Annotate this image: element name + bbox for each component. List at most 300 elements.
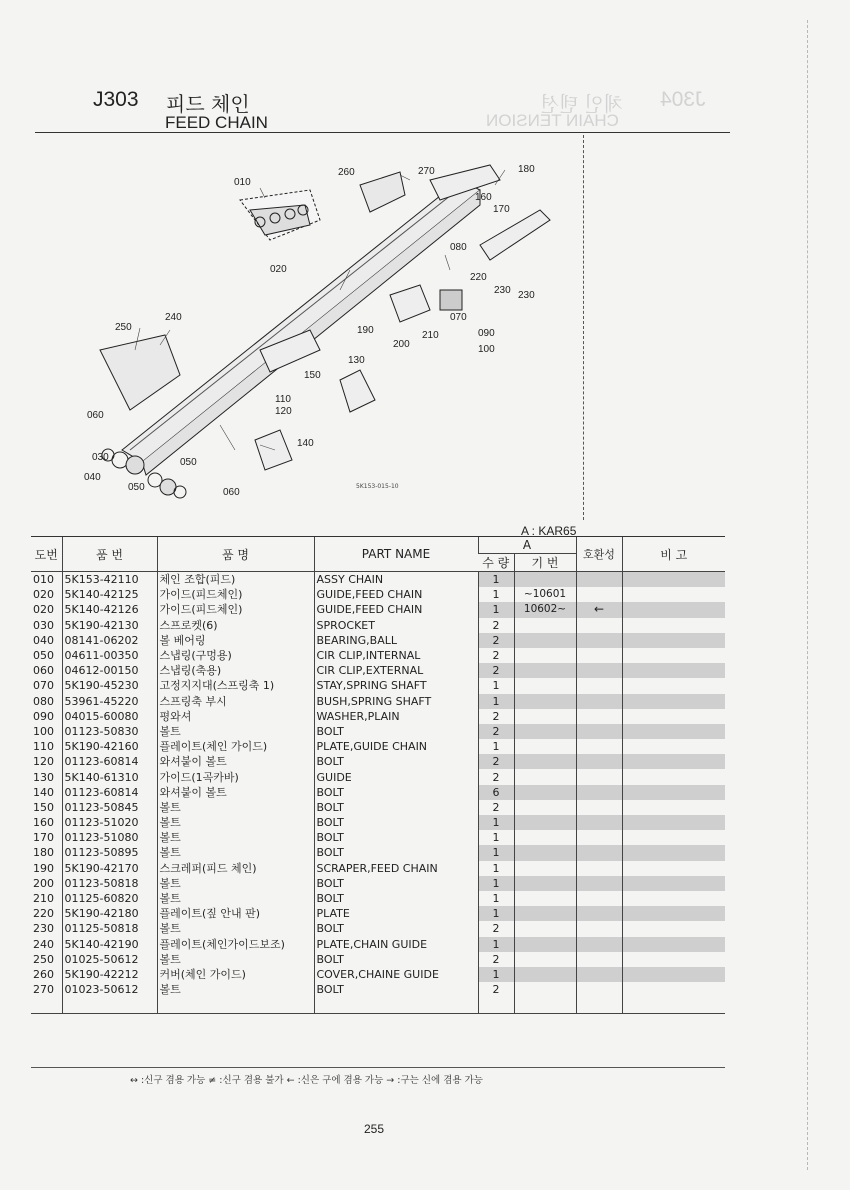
remarks-cell — [622, 937, 725, 952]
section-code: J303 — [93, 88, 139, 111]
table-row — [31, 694, 725, 709]
part-number-cell: 01123-50830 — [62, 724, 157, 739]
quantity-cell: 2 — [478, 952, 514, 967]
part-name-en-cell: BOLT — [314, 800, 478, 815]
quantity-cell: 1 — [478, 891, 514, 906]
svg-text:120: 120 — [275, 406, 292, 417]
part-name-ko-cell: 스크레퍼(피드 체인) — [157, 861, 314, 876]
part-number-cell: 04015-60080 — [62, 709, 157, 724]
table-row — [31, 572, 725, 588]
part-number-cell: 5K190-45230 — [62, 678, 157, 693]
quantity-cell: 1 — [478, 861, 514, 876]
svg-text:030: 030 — [92, 452, 109, 463]
part-name-en-cell: BOLT — [314, 876, 478, 891]
part-name-ko-cell: 가이드(피드체인) — [157, 602, 314, 617]
table-row — [31, 709, 725, 724]
interchange-cell — [576, 982, 622, 1014]
part-number-cell: 5K190-42170 — [62, 861, 157, 876]
interchange-cell — [576, 876, 622, 891]
interchange-cell — [576, 952, 622, 967]
remarks-cell — [622, 648, 725, 663]
part-number-cell: 01123-60814 — [62, 785, 157, 800]
quantity-cell: 1 — [478, 602, 514, 617]
quantity-cell: 1 — [478, 739, 514, 754]
part-number-cell: 01123-50818 — [62, 876, 157, 891]
svg-text:190: 190 — [357, 325, 374, 336]
page-split-dashed-line — [583, 135, 584, 520]
guide-plate-part — [480, 210, 550, 260]
ref-cell: 140 — [33, 785, 54, 799]
part-name-en-cell: BOLT — [314, 815, 478, 830]
table-bottom-rule — [31, 1067, 725, 1068]
serial-cell — [514, 739, 576, 754]
serial-cell — [514, 891, 576, 906]
part-name-ko-cell: 볼트 — [157, 800, 314, 815]
quantity-cell: 2 — [478, 648, 514, 663]
svg-text:080: 080 — [450, 242, 467, 253]
part-name-en-cell: STAY,SPRING SHAFT — [314, 678, 478, 693]
remarks-cell — [622, 967, 725, 982]
part-name-en-cell: PLATE,CHAIN GUIDE — [314, 937, 478, 952]
remarks-cell — [622, 876, 725, 891]
serial-cell — [514, 906, 576, 921]
ref-cell: 210 — [33, 892, 54, 906]
ref-cell: 040 — [33, 633, 54, 647]
part-name-ko-cell: 평와셔 — [157, 709, 314, 724]
part-name-ko-cell: 스냅링(축용) — [157, 663, 314, 678]
table-row — [31, 830, 725, 845]
table-row — [31, 739, 725, 754]
table-row — [31, 952, 725, 967]
part-name-ko-cell: 가이드(피드체인) — [157, 587, 314, 602]
interchange-cell — [576, 739, 622, 754]
svg-text:260: 260 — [338, 167, 355, 178]
serial-cell — [514, 572, 576, 588]
remarks-cell — [622, 800, 725, 815]
table-row — [31, 982, 725, 1014]
part-number-cell: 5K140-42190 — [62, 937, 157, 952]
serial-cell — [514, 952, 576, 967]
table-row — [31, 618, 725, 633]
ref-cell: 150 — [33, 800, 54, 814]
svg-text:050: 050 — [128, 482, 145, 493]
part-name-en-cell: SCRAPER,FEED CHAIN — [314, 861, 478, 876]
section-title-ko: 피드 체인 — [166, 92, 250, 116]
part-name-ko-cell: 볼트 — [157, 815, 314, 830]
part-name-ko-cell: 가이드(1곡카바) — [157, 769, 314, 784]
table-row — [31, 861, 725, 876]
ref-cell: 240 — [33, 937, 54, 951]
header-qty: 수 량 — [478, 554, 514, 572]
ref-cell: 110 — [33, 740, 54, 754]
quantity-cell: 1 — [478, 587, 514, 602]
interchange-cell — [576, 678, 622, 693]
part-name-en-cell: BOLT — [314, 921, 478, 936]
serial-cell: ~10601 — [514, 587, 576, 602]
remarks-cell — [622, 572, 725, 588]
part-name-ko-cell: 와셔붙이 볼트 — [157, 754, 314, 769]
ghost-header-title-ko: 체인 텐션 — [540, 94, 623, 116]
serial-cell — [514, 967, 576, 982]
quantity-cell: 1 — [478, 845, 514, 860]
table-row — [31, 967, 725, 982]
remarks-cell — [622, 587, 725, 602]
interchange-cell — [576, 633, 622, 648]
part-number-cell: 01123-50895 — [62, 845, 157, 860]
part-name-en-cell: BOLT — [314, 785, 478, 800]
svg-text:270: 270 — [418, 166, 435, 177]
interchange-cell — [576, 754, 622, 769]
remarks-cell — [622, 663, 725, 678]
serial-cell — [514, 618, 576, 633]
table-row — [31, 921, 725, 936]
serial-cell — [514, 663, 576, 678]
table-row — [31, 891, 725, 906]
ref-cell: 250 — [33, 952, 54, 966]
serial-cell — [514, 982, 576, 1014]
ref-cell: 200 — [33, 876, 54, 890]
table-row — [31, 845, 725, 860]
svg-text:050: 050 — [180, 457, 197, 468]
remarks-cell — [622, 724, 725, 739]
part-name-en-cell: CIR CLIP,EXTERNAL — [314, 663, 478, 678]
part-number-cell: 5K190-42212 — [62, 967, 157, 982]
header-interchange: 호환성 — [576, 537, 622, 572]
model-legend: A : KAR65 — [521, 524, 577, 538]
header-ref-no: 도번 — [31, 537, 62, 572]
remarks-cell — [622, 785, 725, 800]
serial-cell — [514, 694, 576, 709]
chain-guide-cover-part — [360, 172, 405, 212]
interchange-cell — [576, 694, 622, 709]
remarks-cell — [622, 815, 725, 830]
serial-cell — [514, 861, 576, 876]
part-number-cell: 01025-50612 — [62, 952, 157, 967]
part-number-cell: 04611-00350 — [62, 648, 157, 663]
ref-cell: 190 — [33, 861, 54, 875]
part-number-cell: 5K153-42110 — [62, 572, 157, 588]
remarks-cell — [622, 891, 725, 906]
svg-text:060: 060 — [87, 410, 104, 421]
table-row — [31, 648, 725, 663]
svg-text:150: 150 — [304, 370, 321, 381]
table-row — [31, 678, 725, 693]
remarks-cell — [622, 618, 725, 633]
part-number-cell: 01123-51080 — [62, 830, 157, 845]
interchange-cell — [576, 724, 622, 739]
serial-cell — [514, 769, 576, 784]
serial-cell — [514, 754, 576, 769]
part-number-cell: 01123-60814 — [62, 754, 157, 769]
quantity-cell: 1 — [478, 815, 514, 830]
quantity-cell: 1 — [478, 572, 514, 588]
svg-text:200: 200 — [393, 339, 410, 350]
quantity-cell: 2 — [478, 800, 514, 815]
part-name-ko-cell: 스냅링(구멍용) — [157, 648, 314, 663]
parts-table-body — [31, 572, 725, 1014]
interchange-cell — [576, 709, 622, 724]
part-number-cell: 08141-06202 — [62, 633, 157, 648]
quantity-cell: 2 — [478, 618, 514, 633]
serial-cell — [514, 937, 576, 952]
part-name-ko-cell: 스프로켓(6) — [157, 618, 314, 633]
part-name-ko-cell: 스프링축 부시 — [157, 694, 314, 709]
table-row — [31, 769, 725, 784]
ref-cell: 010 — [33, 573, 54, 587]
quantity-cell: 1 — [478, 876, 514, 891]
svg-text:060: 060 — [223, 487, 240, 498]
serial-cell — [514, 800, 576, 815]
table-row — [31, 785, 725, 800]
ghost-header-code: J304 — [660, 88, 706, 111]
parts-table — [31, 536, 725, 1014]
part-number-cell: 01023-50612 — [62, 982, 157, 1014]
remarks-cell — [622, 709, 725, 724]
part-name-ko-cell: 플레이트(짚 안내 판) — [157, 906, 314, 921]
svg-text:160: 160 — [475, 192, 492, 203]
quantity-cell: 1 — [478, 937, 514, 952]
serial-cell — [514, 724, 576, 739]
part-name-ko-cell: 볼 베어링 — [157, 633, 314, 648]
serial-cell — [514, 830, 576, 845]
interchange-cell — [576, 785, 622, 800]
ref-cell: 170 — [33, 831, 54, 845]
remarks-cell — [622, 769, 725, 784]
svg-text:140: 140 — [297, 438, 314, 449]
interchange-cell — [576, 830, 622, 845]
quantity-cell: 1 — [478, 906, 514, 921]
serial-cell: 10602~ — [514, 602, 576, 617]
interchange-cell — [576, 663, 622, 678]
ref-cell: 090 — [33, 709, 54, 723]
table-row — [31, 876, 725, 891]
part-name-en-cell: BEARING,BALL — [314, 633, 478, 648]
part-number-cell: 01125-50818 — [62, 921, 157, 936]
interchange-cell — [576, 861, 622, 876]
part-name-en-cell: PLATE — [314, 906, 478, 921]
drawing-code: 5K153-015-10 — [356, 483, 399, 490]
remarks-cell — [622, 861, 725, 876]
quantity-cell: 2 — [478, 982, 514, 1014]
quantity-cell: 1 — [478, 967, 514, 982]
ref-cell: 100 — [33, 724, 54, 738]
interchange-cell — [576, 618, 622, 633]
table-row — [31, 633, 725, 648]
table-row — [31, 754, 725, 769]
remarks-cell — [622, 952, 725, 967]
svg-text:230: 230 — [494, 285, 511, 296]
header-part-name-ko: 품 명 — [157, 537, 314, 572]
ref-cell: 160 — [33, 816, 54, 830]
part-name-en-cell: GUIDE,FEED CHAIN — [314, 602, 478, 617]
title-divider — [35, 132, 730, 133]
serial-cell — [514, 785, 576, 800]
ghost-header-title-en: CHAIN TENSION — [486, 111, 619, 130]
interchange-cell — [576, 921, 622, 936]
header-serial: 기 번 — [514, 554, 576, 572]
part-name-en-cell: BUSH,SPRING SHAFT — [314, 694, 478, 709]
interchange-footnote: ↔ :신구 겸용 가능 ≠ :신구 겸용 불가 ← :신은 구에 겸용 가능 → :구는 신에 겸용 가능 — [130, 1075, 483, 1086]
interchange-cell — [576, 815, 622, 830]
serial-cell — [514, 678, 576, 693]
ref-cell: 030 — [33, 618, 54, 632]
assy-chain-part — [240, 190, 320, 240]
part-name-en-cell: COVER,CHAINE GUIDE — [314, 967, 478, 982]
chain-guide-aux-plate-part — [100, 335, 180, 410]
part-number-cell: 5K190-42180 — [62, 906, 157, 921]
serial-cell — [514, 648, 576, 663]
remarks-cell — [622, 845, 725, 860]
part-name-ko-cell: 볼트 — [157, 952, 314, 967]
svg-text:040: 040 — [84, 472, 101, 483]
ref-cell: 120 — [33, 755, 54, 769]
interchange-cell — [576, 572, 622, 588]
quantity-cell: 2 — [478, 724, 514, 739]
part-name-ko-cell: 체인 조합(피드) — [157, 572, 314, 588]
part-name-ko-cell: 와셔붙이 볼트 — [157, 785, 314, 800]
remarks-cell — [622, 694, 725, 709]
quantity-cell: 6 — [478, 785, 514, 800]
part-name-ko-cell: 고정지지대(스프링축 1) — [157, 678, 314, 693]
interchange-cell — [576, 937, 622, 952]
part-name-en-cell: BOLT — [314, 845, 478, 860]
table-row — [31, 724, 725, 739]
part-name-en-cell: BOLT — [314, 724, 478, 739]
svg-text:180: 180 — [518, 164, 535, 175]
ref-cell: 220 — [33, 907, 54, 921]
ref-cell: 060 — [33, 664, 54, 678]
part-name-ko-cell: 볼트 — [157, 845, 314, 860]
interchange-cell — [576, 967, 622, 982]
part-name-en-cell: CIR CLIP,INTERNAL — [314, 648, 478, 663]
quantity-cell: 2 — [478, 769, 514, 784]
part-number-cell: 01123-50845 — [62, 800, 157, 815]
serial-cell — [514, 709, 576, 724]
remarks-cell — [622, 982, 725, 1014]
part-name-ko-cell: 플레이트(체인 가이드) — [157, 739, 314, 754]
part-name-en-cell: SPROCKET — [314, 618, 478, 633]
part-number-cell: 5K140-61310 — [62, 769, 157, 784]
part-name-ko-cell: 플레이트(체인가이드보조) — [157, 937, 314, 952]
part-name-en-cell: BOLT — [314, 891, 478, 906]
table-row — [31, 937, 725, 952]
part-name-ko-cell: 커버(체인 가이드) — [157, 967, 314, 982]
interchange-cell — [576, 648, 622, 663]
remarks-cell — [622, 830, 725, 845]
part-name-ko-cell: 볼트 — [157, 876, 314, 891]
part-name-ko-cell: 볼트 — [157, 982, 314, 1014]
quantity-cell: 2 — [478, 921, 514, 936]
svg-text:020: 020 — [270, 264, 287, 275]
interchange-cell — [576, 800, 622, 815]
guide-bracket-part — [340, 370, 375, 412]
ref-cell: 080 — [33, 694, 54, 708]
part-name-en-cell: BOLT — [314, 830, 478, 845]
quantity-cell: 1 — [478, 678, 514, 693]
svg-text:100: 100 — [478, 344, 495, 355]
svg-text:230: 230 — [518, 290, 535, 301]
svg-text:220: 220 — [470, 272, 487, 283]
ref-cell: 020 — [33, 588, 54, 602]
ref-cell: 270 — [31, 982, 62, 1014]
part-number-cell: 5K190-42160 — [62, 739, 157, 754]
ref-cell: 230 — [33, 922, 54, 936]
serial-cell — [514, 845, 576, 860]
remarks-cell — [622, 602, 725, 617]
part-name-en-cell: GUIDE,FEED CHAIN — [314, 587, 478, 602]
table-row — [31, 602, 725, 617]
part-name-ko-cell: 볼트 — [157, 830, 314, 845]
quantity-cell: 1 — [478, 830, 514, 845]
part-number-cell: 01125-60820 — [62, 891, 157, 906]
interchange-cell — [576, 769, 622, 784]
svg-text:070: 070 — [450, 312, 467, 323]
part-number-cell: 5K190-42130 — [62, 618, 157, 633]
interchange-cell — [576, 587, 622, 602]
part-name-en-cell: BOLT — [314, 754, 478, 769]
remarks-cell — [622, 633, 725, 648]
quantity-cell: 2 — [478, 633, 514, 648]
part-name-ko-cell: 볼트 — [157, 724, 314, 739]
interchange-cell — [576, 891, 622, 906]
table-row — [31, 800, 725, 815]
quantity-cell: 2 — [478, 754, 514, 769]
interchange-cell — [576, 906, 622, 921]
svg-text:010: 010 — [234, 177, 251, 188]
serial-cell — [514, 815, 576, 830]
part-name-en-cell: GUIDE — [314, 769, 478, 784]
page-number: 255 — [364, 1122, 385, 1136]
part-number-cell: 5K140-42126 — [62, 602, 157, 617]
interchange-cell — [576, 845, 622, 860]
remarks-cell — [622, 739, 725, 754]
svg-text:240: 240 — [165, 312, 182, 323]
part-number-cell: 01123-51020 — [62, 815, 157, 830]
remarks-cell — [622, 906, 725, 921]
quantity-cell: 2 — [478, 663, 514, 678]
serial-cell — [514, 876, 576, 891]
serial-cell — [514, 633, 576, 648]
part-name-en-cell: PLATE,GUIDE CHAIN — [314, 739, 478, 754]
part-name-en-cell: BOLT — [314, 982, 478, 1014]
serial-cell — [514, 921, 576, 936]
remarks-cell — [622, 754, 725, 769]
svg-text:090: 090 — [478, 328, 495, 339]
svg-text:250: 250 — [115, 322, 132, 333]
part-number-cell: 53961-45220 — [62, 694, 157, 709]
svg-text:130: 130 — [348, 355, 365, 366]
remarks-cell — [622, 921, 725, 936]
part-name-en-cell: BOLT — [314, 952, 478, 967]
header-part-no: 품 번 — [62, 537, 157, 572]
header-group-a: A — [478, 537, 576, 554]
part-name-en-cell: ASSY CHAIN — [314, 572, 478, 588]
quantity-cell: 1 — [478, 694, 514, 709]
ref-cell: 260 — [33, 967, 54, 981]
ref-cell: 070 — [33, 679, 54, 693]
table-row — [31, 587, 725, 602]
section-title-en: FEED CHAIN — [165, 113, 268, 132]
exploded-parts-diagram — [60, 150, 580, 510]
ref-cell: 180 — [33, 846, 54, 860]
table-row — [31, 815, 725, 830]
part-name-ko-cell: 볼트 — [157, 921, 314, 936]
page-edge-line — [807, 20, 808, 1170]
scraper-part — [390, 285, 430, 322]
svg-text:170: 170 — [493, 204, 510, 215]
quantity-cell: 2 — [478, 709, 514, 724]
part-name-ko-cell: 볼트 — [157, 891, 314, 906]
